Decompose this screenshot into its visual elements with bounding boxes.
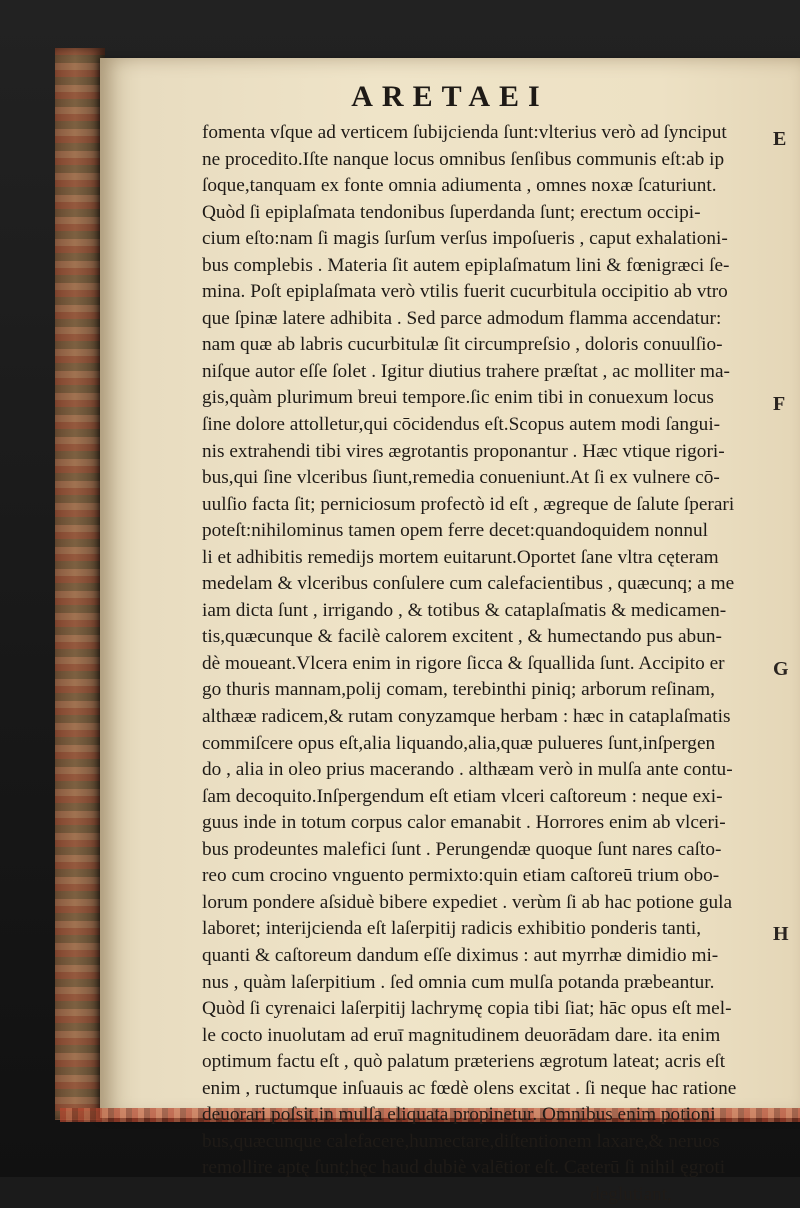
text-line: ſine dolore attolletur,qui cōcidendus eſt.Scopus autem modi ſangui-	[202, 414, 721, 436]
text-line: bus prodeuntes malefici ſunt . Perungendæ quoque ſunt nares caſto-	[202, 838, 722, 860]
text-line: optimum factu eſt , quò palatum præteriens ægrotum lateat; acris eſt	[202, 1051, 726, 1073]
text-line: gis,quàm plurimum breui tempore.ſic enim tibi in conuexum locus	[202, 387, 714, 409]
margin-letter-f: F	[773, 393, 786, 415]
text-line: dè moueant.Vlcera enim in rigore ſicca & ſquallida ſunt. Accipito er	[202, 652, 725, 674]
text-line: medelam & vlceribus conſulere cum calefacientibus , quæcunq; a me	[202, 573, 735, 595]
text-line: laboret; interijcienda eſt laſerpitij radicis exhibitio ponderis tanti,	[202, 918, 702, 940]
text-line: guus inde in totum corpus calor emanabit . Horrores enim ab vlceri-	[202, 812, 726, 834]
text-line: lorum pondere aſsiduè bibere expediet . verùm ſi ab hac potione gula	[202, 891, 733, 913]
text-line: commiſcere opus eſt,alia liquando,alia,quæ pulueres ſunt,inſpergen	[202, 732, 716, 754]
text-line: niſque autor eſſe ſolet . Igitur diutius trahere præſtat , ac molliter ma-	[202, 360, 730, 382]
text-line: ſoque,tanquam ex fonte omnia adiumenta , omnes noxæ ſcaturiunt.	[202, 175, 717, 197]
text-line: fomenta vſque ad verticem ſubijcienda ſunt:vlterius verò ad ſynciput	[202, 122, 727, 143]
text-line: cium eſto:nam ſi magis ſurſum verſus impoſueris , caput exhalationi-	[202, 228, 728, 250]
text-line: bus,qui ſine vlceribus ſiunt,remedia conueniunt.At ſi ex vulnere cō-	[202, 467, 720, 489]
text-line: uulſio facta ſit; perniciosum profectò id eſt , ægreque de ſalute ſperari	[202, 493, 735, 515]
text-line: tis,quæcunque & facilè calorem excitent , & humectando pus abun-	[202, 626, 722, 648]
text-line: go thuris mannam,polij comam, terebinthi piniq; arborum reſinam,	[202, 679, 715, 701]
text-line: Quòd ſi epiplaſmata tendonibus ſuperdanda ſunt; erectum occipi-	[202, 201, 701, 223]
text-line: deglutiant,	[590, 1183, 672, 1205]
text-line: deuorari poſsit,in mulſa eliquata propinetur. Omnibus enim potioni	[202, 1104, 716, 1126]
text-line: bus complebis . Materia ſit autem epiplaſmatum lini & fœnigræci ſe-	[202, 254, 730, 276]
text-line: ne procedito.Iſte nanque locus omnibus ſenſibus communis eſt:ab ip	[202, 148, 725, 170]
text-line: enim , ructumque inſuauis ac fœdè olens excitat . ſi neque hac ratione	[202, 1077, 737, 1099]
text-line: reo cum crocino vnguento permixto:quin etiam caſtoreū trium obo-	[202, 865, 720, 887]
margin-letter-e: E	[773, 128, 787, 150]
text-line: que ſpinæ latere adhibita . Sed parce admodum flamma accendatur:	[202, 307, 722, 329]
text-line: mina. Poſt epiplaſmata verò vtilis fuerit cucurbitula occipitio ab vtro	[202, 281, 728, 303]
text-line: quanti & caſtoreum dandum eſſe diximus : aut myrrhæ dimidio mi-	[202, 944, 719, 966]
text-line: althææ radicem,& rutam conyzamque herbam : hæc in cataplaſmatis	[202, 706, 731, 728]
text-line: bus,quæcunque calefacere,humectare,diſtentionem laxare,& neruos	[202, 1130, 720, 1152]
margin-letter-g: G	[773, 658, 789, 680]
text-line: le cocto inuolutam ad eruī magnitudinem deuorādam dare. ita enim	[202, 1024, 721, 1046]
margin-letter-h: H	[773, 923, 789, 945]
text-line: iam dicta ſunt , irrigando , & totibus & cataplaſmatis & medicamen-	[202, 599, 727, 621]
text-line: nus , quàm laſerpitium . ſed omnia cum mulſa potanda præbeantur.	[202, 971, 715, 993]
book-binding	[55, 48, 105, 1120]
text-line: remollire aptę ſunt;hęc haud dubiè valētior eſt. Cæterū ſi nihil ęgroti	[202, 1157, 726, 1179]
text-line: nam quæ ab labris cucurbitulæ ſit circumpreſsio , doloris conuulſio-	[202, 334, 723, 356]
text-line: nis extrahendi tibi vires ægrotantis proponantur . Hæc vtique rigori-	[202, 440, 725, 462]
running-head: ARETAEI	[351, 80, 549, 113]
body-text	[202, 120, 792, 1208]
text-line: do , alia in oleo prius macerando . althæam verò in mulſa ante contu-	[202, 759, 733, 781]
text-line: li et adhibitis remedijs mortem euitarunt.Oportet ſane vltra cęteram	[202, 546, 719, 568]
text-line: ſam decoquito.Inſpergendum eſt etiam vlceri caſtoreum : neque exi-	[202, 785, 723, 807]
text-line: poteſt:nihilominus tamen opem ferre decet:quandoquidem nonnul	[202, 520, 709, 542]
text-line: Quòd ſi cyrenaici laſerpitij lachrymę copia tibi ſiat; hāc opus eſt mel-	[202, 998, 732, 1020]
